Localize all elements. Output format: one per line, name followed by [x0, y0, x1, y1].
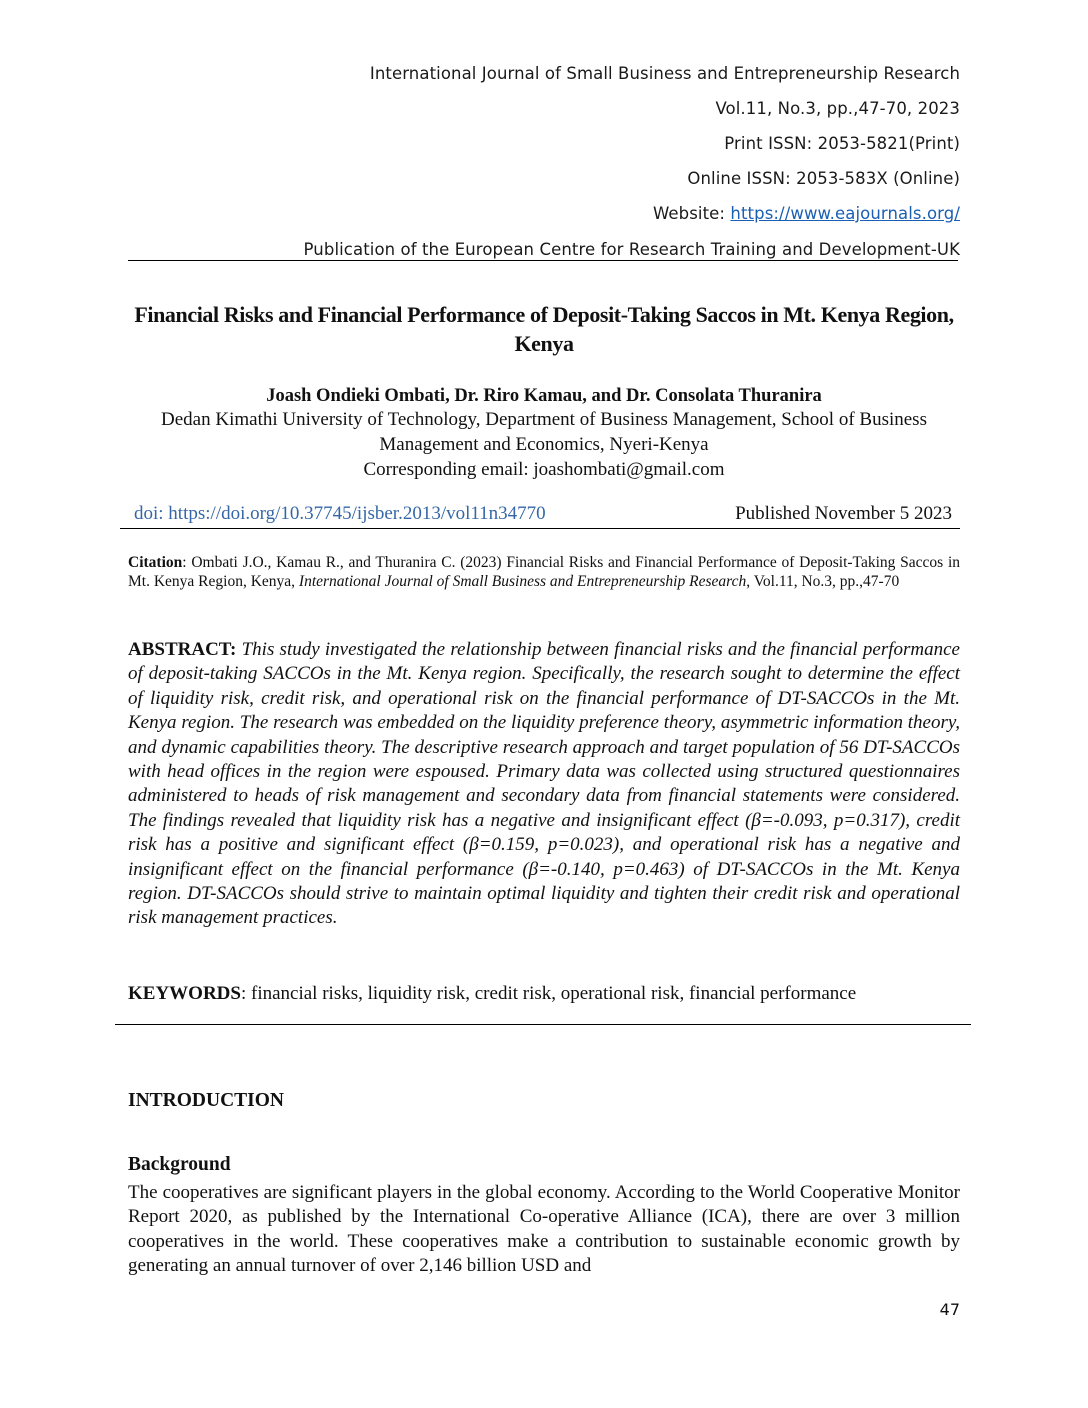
abstract-block [128, 638, 960, 931]
online-issn: Online ISSN: 2053-583X (Online) [687, 169, 960, 188]
abstract-text: This study investigated the relationship between financial risks and the financial performance of deposit-taking SACCOs in the Mt. Kenya region. Specifically, the research sought to determine the effect of liquidity risk, credit risk, and operational risk on the financial performance of DT-SACCOs in the Mt. Kenya region. The research was embedded on the liquidity preference theory, asymmetric information theory, and dynamic capabilities theory. The descriptive research approach and target population of 56 DT-SACCOs with head offices in the region were espoused. Primary data was collected using structured questionnaires administered to heads of risk management and secondary data from financial statements were considered. The findings revealed that liquidity risk has a negative and insignificant effect (β=-0.093, p=0.317), credit risk has a positive and significant effect (β=0.159, p=0.023), and operational risk has a negative and insignificant effect on the financial performance (β=-0.140, p=0.463) of DT-SACCOs in the Mt. Kenya region. DT-SACCOs should strive to maintain optimal liquidity and tighten their credit risk and operational risk management practices. [128, 639, 960, 929]
doi-link[interactable]: doi: https://doi.org/10.37745/ijsber.2013/vol11n34770 [134, 503, 546, 524]
background-paragraph: The cooperatives are significant players in the global economy. According to the World Cooperative Monitor Report 2020, as published by the International Co-operative Alliance (ICA), there are over 3 million cooperatives in the world. These cooperatives make a contribution to sustainable economic growth by generating an annual turnover of over 2,146 billion USD and [128, 1182, 960, 1277]
citation-journal: International Journal of Small Business and Entrepreneurship Research [298, 573, 747, 590]
author-list: Joash Ondieki Ombati, Dr. Riro Kamau, and Dr. Consolata Thuranira [266, 386, 822, 406]
doi-divider [120, 528, 960, 529]
corresponding-email: Corresponding email: joashombati@gmail.com [363, 459, 725, 480]
volume-info: Vol.11, No.3, pp.,47-70, 2023 [715, 99, 960, 118]
citation-block [128, 553, 960, 591]
affiliation: Dedan Kimathi University of Technology, Department of Business Management, School of Business Management and Economics, Nyeri-Kenya [161, 409, 927, 455]
website-line [653, 204, 960, 223]
citation-label: Citation [128, 554, 183, 571]
introduction-heading: INTRODUCTION [128, 1090, 285, 1111]
citation-text: : Ombati J.O., Kamau R., and Thuranira C. (2023) Financial Risks and Financial Performance of Deposit-Taking Saccos in Mt. Kenya Region, Kenya, [128, 554, 960, 590]
website-link[interactable]: https://www.eajournals.org/ [730, 204, 960, 223]
abstract-label: ABSTRACT: [128, 639, 237, 660]
journal-name: International Journal of Small Business and Entrepreneurship Research [369, 64, 960, 83]
background-heading: Background [128, 1154, 231, 1175]
website-label: Website: [652, 204, 731, 223]
citation-volume: , Vol.11, No.3, pp.,47-70 [746, 573, 900, 590]
header-divider [128, 260, 958, 261]
keywords-line [128, 983, 968, 1005]
publisher-line: Publication of the European Centre for Research Training and Development-UK [303, 240, 960, 259]
print-issn: Print ISSN: 2053-5821(Print) [724, 134, 960, 153]
keywords-divider [115, 1024, 971, 1025]
published-date: Published November 5 2023 [735, 503, 952, 524]
keywords-label: KEYWORDS [128, 983, 241, 1004]
page-number: 47 [939, 1300, 960, 1319]
paper-title: Financial Risks and Financial Performance of Deposit-Taking Saccos in Mt. Kenya Region, Kenya [134, 302, 954, 356]
keywords-text: : financial risks, liquidity risk, credit risk, operational risk, financial performance [240, 983, 857, 1004]
